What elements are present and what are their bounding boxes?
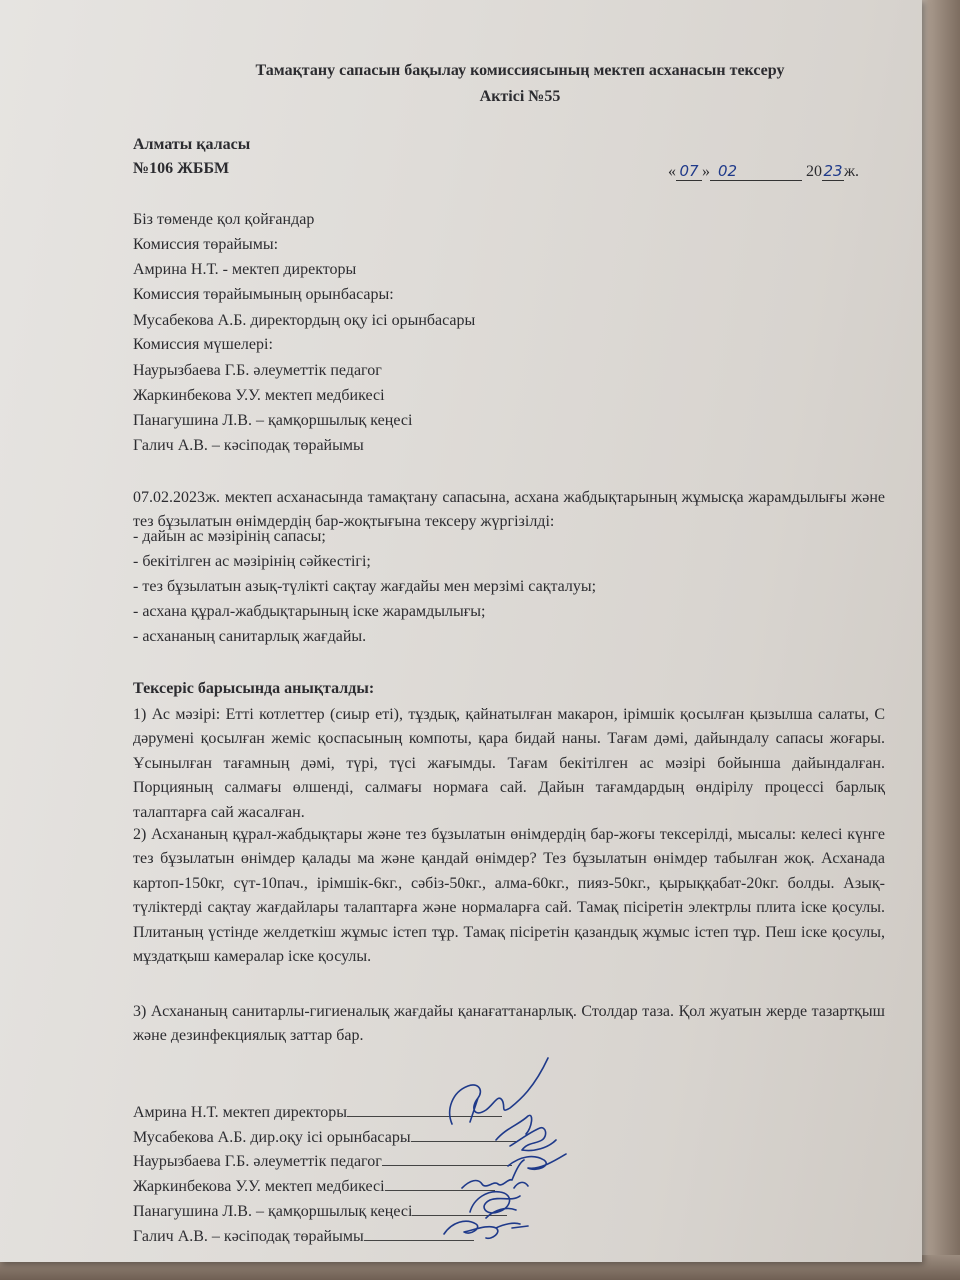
date-month: 02 [710, 162, 802, 181]
inspection-item: - бекітілген ас мәзірінің сәйкестігі; [133, 553, 371, 570]
findings-heading: Тексеріс барысында анықталды: [133, 680, 375, 697]
members-label: Комиссия мүшелері: [133, 336, 273, 353]
city: Алматы қаласы [133, 136, 251, 153]
date-close-quote: » [702, 163, 710, 180]
document-act-number: Актісі №55 [479, 88, 561, 105]
inspection-item: - асхананың санитарлық жағдайы. [133, 628, 367, 645]
date-unit: ж. [844, 163, 860, 180]
member-item: Галич А.В. – кәсіподақ төрайымы [133, 437, 364, 454]
member-item: Жаркинбекова У.У. мектеп медбикесі [133, 387, 385, 404]
deputy-label: Комиссия төрайымының орынбасары: [133, 286, 394, 303]
member-item: Панагушина Л.В. – қамқоршылық кеңесі [133, 412, 413, 429]
signatory-name: Наурызбаева Г.Б. әлеуметтік педагог [133, 1153, 382, 1170]
signature-mark [470, 1192, 520, 1218]
inspection-intro: 07.02.2023ж. мектеп асханасында тамақтану сапасына, асхана жабдықтарының жұмысқа жарамдылығы және тез бұзылатын өнімдердің бар-жоқтығына тексеру жүргізілді: [133, 489, 885, 531]
signature-mark [450, 1058, 548, 1124]
document-title: Тамақтану сапасын бақылау комиссиясының мектеп асханасын тексеру [255, 62, 785, 79]
signatory-name: Мусабекова А.Б. дир.оқу ісі орынбасары [133, 1129, 411, 1146]
findings-paragraph-1: 1) Ас мәзірі: Етті котлеттер (сиыр еті), тұздық, қайнатылған макарон, ірімшік қосылған қызылша салаты, С дәрумені қосылған жеміс қоспасының компоты, қара бидай наны. Тағам дәмі, дайындалу сапасы жоғары. Ұсынылған тағамның дәмі, түрі, түсі жағымды. Тағам бекітілген ас мәзірі бойынша дайындалған. Порцияның салмағы өлшенді, салмағы нормаға сай. Дайын тағамдардың өндірілу процессі барлық талаптарға сай жасалған. [133, 706, 885, 821]
findings-paragraph-3: 3) Асхананың санитарлы-гигиеналық жағдайы қанағаттанарлық. Столдар таза. Қол жуатын жерде тазартқыш және дезинфекциялық заттар бар. [133, 1003, 885, 1045]
member-item: Наурызбаева Г.Б. әлеуметтік педагог [133, 362, 382, 379]
chair-label: Комиссия төрайымы: [133, 236, 279, 253]
date-day: 07 [676, 162, 702, 181]
findings-paragraph-2: 2) Асхананың құрал-жабдықтары және тез бұзылатын өнімдердің бар-жоғы тексерілді, мысалы: келесі күнге тез бұзылатын өнімдер қалады ма және қандай өнімдер? Тез бұзылатын өнімдер табылған жоқ. Асханада картоп-150кг, сүт-10пач., ірімшік-6кг., сәбіз-50кг., алма-60кг., пияз-50кг., қырыққабат-20кг. болды. Азық-түліктерді сақтау жағдайлары талаптарға және нормаларға сай. Тамақ пісіретін электрлы плита іске қосулы. Плитаның үстінде желдеткіш жұмыс істеп тұр. Тамақ пісіретін қазандық жұмыс істеп тұр. Пеш іске қосулы, мұздатқыш камералар іске қосулы. [133, 826, 885, 966]
signature-mark [508, 1154, 566, 1169]
signature-mark [496, 1115, 556, 1150]
signatory-name: Панагушина Л.В. – қамқоршылық кеңесі [133, 1203, 413, 1220]
inspection-item: - асхана құрал-жабдықтарының іске жарамдылығы; [133, 603, 486, 620]
deputy-name: Мусабекова А.Б. директордың оқу ісі орынбасары [133, 312, 476, 329]
chair-name: Амрина Н.Т. - мектеп директоры [133, 261, 357, 278]
school-name: №106 ЖББМ [133, 160, 230, 177]
date-open-quote: « [668, 163, 676, 180]
signatory-name: Галич А.В. – кәсіподақ төрайымы [133, 1228, 364, 1245]
date-year-suffix: 23 [823, 162, 843, 180]
commission-intro: Біз төменде қол қойғандар [133, 211, 315, 228]
date-year-prefix: 20 [806, 163, 822, 180]
inspection-item: - дайын ас мәзірінің сапасы; [133, 528, 326, 545]
signature-mark [462, 1160, 528, 1188]
signatory-name: Жаркинбекова У.У. мектеп медбикесі [133, 1178, 385, 1195]
signatory-name: Амрина Н.Т. мектеп директоры [133, 1104, 347, 1121]
signature-mark [444, 1221, 528, 1238]
inspection-item: - тез бұзылатын азық-түлікті сақтау жағдайы мен мерзімі сақталуы; [133, 578, 597, 595]
